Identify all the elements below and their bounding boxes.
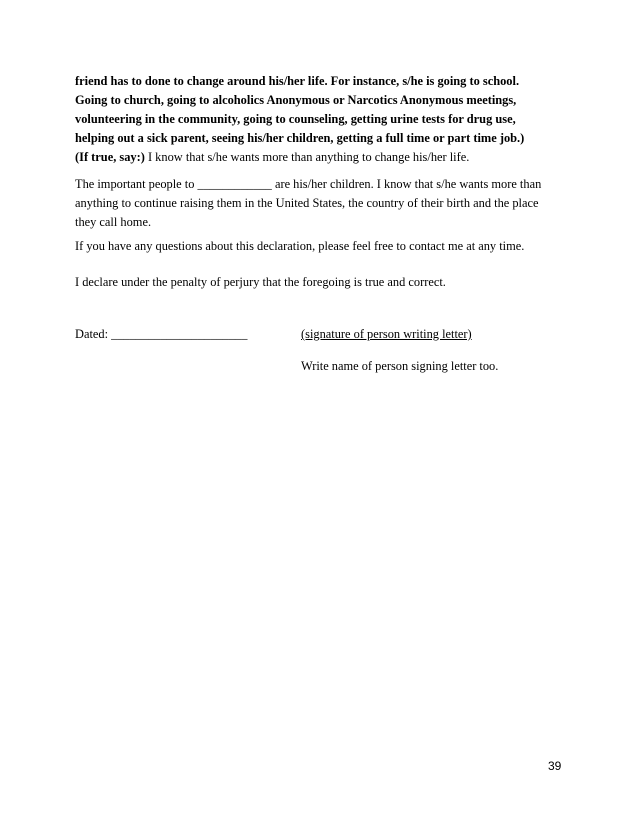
paragraph-children	[75, 175, 575, 232]
paragraph-line: Going to church, going to alcoholics Anonymous or Narcotics Anonymous meetings,	[75, 93, 517, 107]
paragraph-perjury-declaration	[75, 273, 575, 292]
paragraph-line-text: I know that s/he wants more than anything to change his/her life.	[144, 150, 470, 164]
conditional-instruction: (If true, say:)	[75, 150, 145, 164]
write-name-instruction: Write name of person signing letter too.	[301, 359, 499, 373]
page-number: 39	[548, 759, 562, 773]
paragraph-line: I declare under the penalty of perjury that the foregoing is true and correct.	[75, 275, 446, 289]
paragraph-line: helping out a sick parent, seeing his/her children, getting a full time or part time job.)	[75, 131, 525, 145]
paragraph-line: If you have any questions about this declaration, please feel free to contact me at any time.	[75, 239, 525, 253]
paragraph-activities	[75, 72, 575, 167]
paragraph-line: friend has to done to change around his/her life. For instance, s/he is going to school.	[75, 74, 520, 88]
paragraph-line: anything to continue raising them in the United States, the country of their birth and the place	[75, 196, 539, 210]
signature-line	[301, 325, 472, 344]
signature-placeholder: (signature of person writing letter)	[301, 327, 472, 341]
paragraph-line: The important people to ____________ are his/her children. I know that s/he wants more than	[75, 177, 542, 191]
paragraph-line	[75, 148, 575, 167]
paragraph-line: volunteering in the community, going to counseling, getting urine tests for drug use,	[75, 112, 516, 126]
paragraph-line: they call home.	[75, 215, 152, 229]
paragraph-contact	[75, 237, 575, 256]
dated-line: Dated: ______________________	[75, 327, 248, 341]
